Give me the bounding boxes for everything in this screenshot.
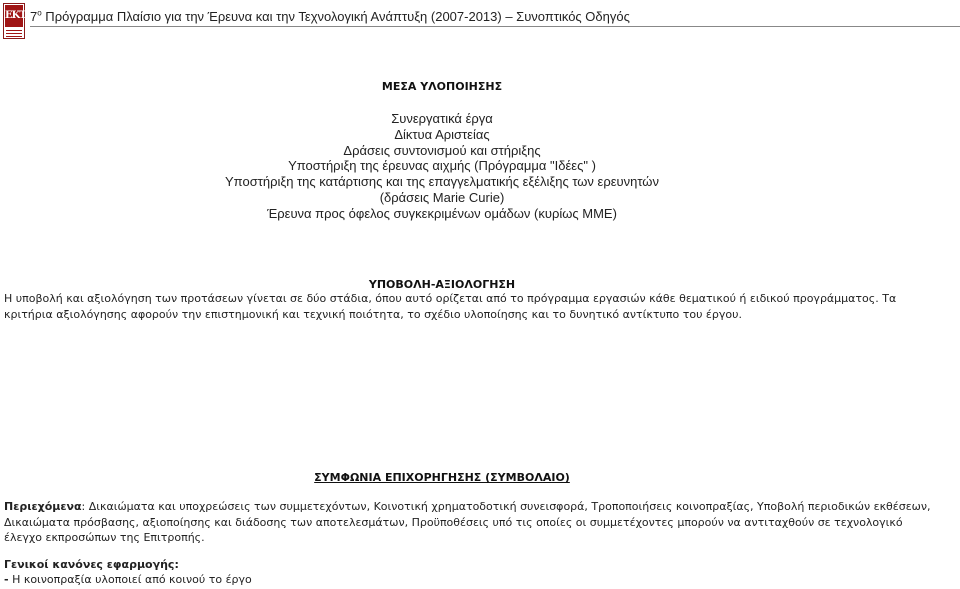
header-title-sup: ο (37, 8, 42, 18)
header-divider (30, 26, 960, 27)
rule-item (4, 572, 934, 588)
submission-text: Η υποβολή και αξιολόγηση των προτάσεων γίνεται σε δύο στάδια, όπου αυτό ορίζεται από το πρόγραμμα εργασιών κάθε θεματικού ή ειδικού προγράμματος. Τα κριτήρια αξιολόγησης αφορούν την επιστημονική και τεχνική ποιότητα, το σχέδιο υλοποίησης και το δυνητικό αντίκτυπο του έργου. (4, 292, 897, 321)
means-title: ΜΕΣΑ ΥΛΟΠΟΙΗΣΗΣ (381, 80, 503, 93)
agreement-title: ΣΥΜΦΩΝΙΑ ΕΠΙΧΟΡΗΓΗΣΗΣ (ΣΥΜΒΟΛΑΙΟ) (314, 471, 570, 484)
submission-title: ΥΠΟΒΟΛΗ-ΑΞΙΟΛΟΓΗΣΗ (368, 278, 516, 291)
contents-text: : Δικαιώματα και υποχρεώσεις των συμμετεχόντων, Κοινοτική χρηματοδοτική συνεισφορά, Τροποποιήσεις κοινοπραξίας, Υποβολή περιοδικών εκθέσεων, Δικαιώματα πρόσβασης, αξιοποίησης και διάδοσης των αποτελεσμάτων, Προϋποθέσεις υπό τις οποίες οι συμμετέχοντες μπορούν να αντιταχθούν σε τεχνολογικό έλεγχο εκπροσώπων της Επιτροπής. (4, 500, 931, 544)
means-item: Συνεργατικά έργα (391, 111, 493, 126)
header-title (30, 9, 630, 24)
means-item: Υποστήριξη της έρευνας αιχμής (Πρόγραμμα "Ιδέες" ) (288, 158, 596, 174)
rule-text: Η κοινοπραξία υλοποιεί από κοινού το έργο (8, 573, 252, 586)
means-item: Δράσεις συντονισμού και στήριξης (343, 142, 541, 158)
page-header (0, 0, 960, 44)
means-item: (δράσεις Marie Curie) (379, 189, 505, 205)
means-list (0, 111, 884, 222)
rule-dash: - (4, 573, 9, 586)
means-item: Έρευνα προς όφελος συγκεκριμένων ομάδων (κυρίως ΜΜΕ) (267, 205, 617, 221)
rules-label (4, 557, 934, 573)
ekt-logo-text: ΕΚΤ (5, 5, 23, 27)
rules-label-text: Γενικοί κανόνες εφαρμογής: (4, 558, 179, 571)
header-title-number: 7 (30, 9, 38, 24)
agreement-contents (4, 499, 934, 546)
means-item: Δίκτυα Αριστείας (394, 126, 490, 142)
ekt-logo (3, 3, 25, 39)
means-item: Υποστήριξη της κατάρτισης και της επαγγελματικής εξέλιξης των ερευνητών (225, 174, 659, 190)
header-title-text: Πρόγραμμα Πλαίσιο για την Έρευνα και την Τεχνολογική Ανάπτυξη (2007-2013) – Συνοπτικός Οδηγός (41, 9, 630, 24)
contents-label: Περιεχόμενα (4, 500, 82, 513)
